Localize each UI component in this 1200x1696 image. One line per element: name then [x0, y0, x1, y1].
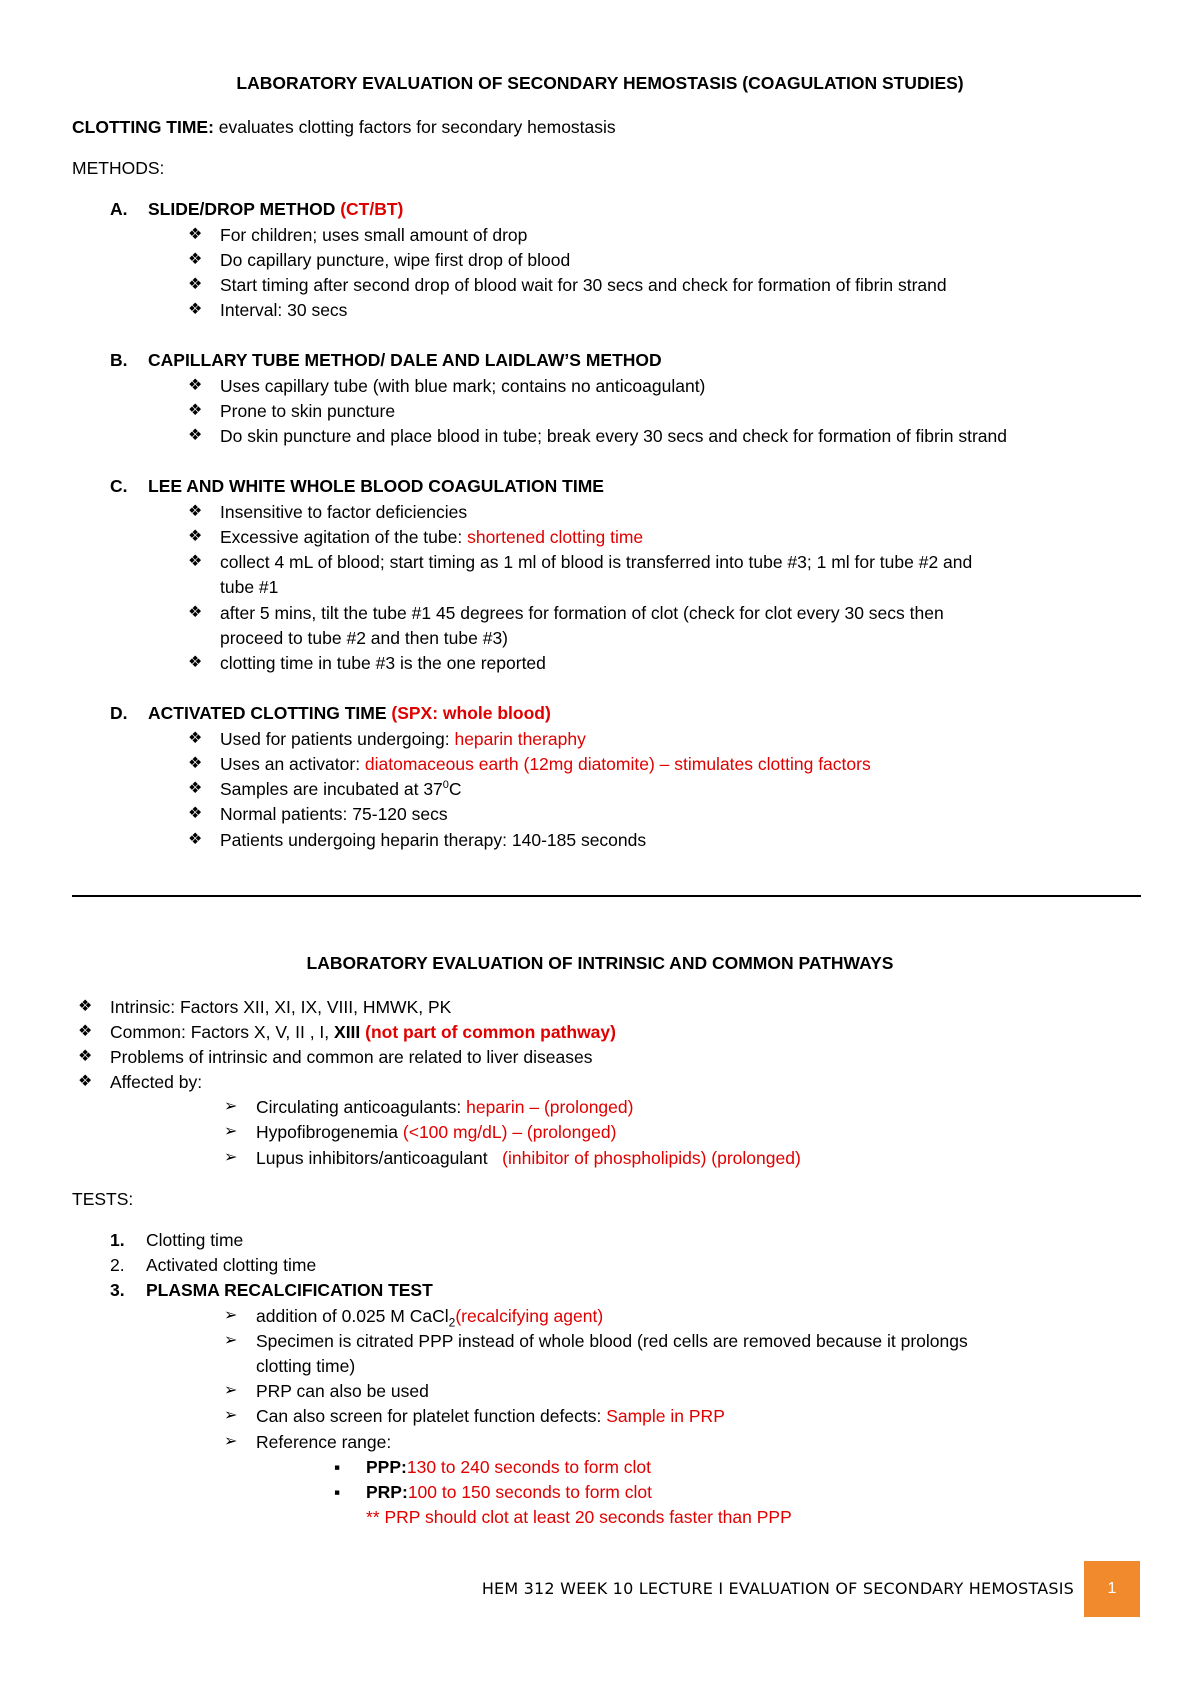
method-a-title-red: (CT/BT)	[335, 199, 404, 219]
affected-item: ➢ Lupus inhibitors/anticoagulant (inhibitor of phospholipids) (prolonged)	[224, 1148, 801, 1168]
range-note: ** PRP should clot at least 20 seconds faster than PPP	[366, 1507, 792, 1527]
diamond-bullet-icon: ❖	[188, 755, 203, 772]
method-d-item: ❖ Used for patients undergoing: heparin theraphy	[188, 729, 586, 749]
method-b-heading	[110, 349, 662, 373]
test-item: 3. PLASMA RECALCIFICATION TEST	[110, 1280, 433, 1300]
range-item: ▪ PPP:130 to 240 seconds to form clot	[366, 1456, 651, 1480]
diamond-bullet-icon: ❖	[188, 805, 203, 822]
arrow-bullet-icon: ➢	[224, 1307, 238, 1324]
diamond-bullet-icon: ❖	[188, 503, 203, 520]
diamond-bullet-icon: ❖	[188, 780, 203, 797]
diamond-bullet-icon: ❖	[188, 276, 203, 293]
method-b-title: CAPILLARY TUBE METHOD/ DALE AND LAIDLAW’S METHOD	[148, 350, 662, 370]
method-d-title-red: (SPX: whole blood)	[386, 703, 551, 723]
prt-item: ➢ Specimen is citrated PPP instead of whole blood (red cells are removed because it prolongs	[224, 1331, 968, 1351]
arrow-bullet-icon: ➢	[224, 1433, 238, 1450]
method-b-item: ❖ Do skin puncture and place blood in tube; break every 30 secs and check for formation of fibrin strand	[188, 426, 1007, 446]
prt-item: ➢ addition of 0.025 M CaCl$_2$(recalcifying agent)	[224, 1306, 604, 1330]
method-c-item: ❖ Insensitive to factor deficiencies	[188, 502, 468, 522]
method-d-heading	[110, 702, 551, 726]
method-c-marker: C.	[110, 476, 128, 496]
page-footer	[0, 1561, 1200, 1617]
method-c-item: ❖ collect 4 mL of blood; start timing as 1 ml of blood is transferred into tube #3; 1 ml for tube #2 and	[188, 552, 973, 572]
affected-item: ➢ Hypofibrogenemia (<100 mg/dL) – (prolonged)	[224, 1122, 617, 1142]
method-b-item: ❖ Prone to skin puncture	[188, 401, 396, 421]
clotting-time-text: evaluates clotting factors for secondary hemostasis	[213, 117, 616, 137]
method-a-item: ❖ Start timing after second drop of blood wait for 30 secs and check for formation of fibrin strand	[188, 275, 947, 295]
method-c-item: ❖ after 5 mins, tilt the tube #1 45 degrees for formation of clot (check for clot every 30 secs then	[188, 603, 944, 623]
diamond-bullet-icon: ❖	[78, 1048, 93, 1065]
page-number: 1	[1084, 1561, 1140, 1617]
section2-title: LABORATORY EVALUATION OF INTRINSIC AND COMMON PATHWAYS	[306, 953, 894, 973]
tests-label: TESTS:	[72, 1189, 134, 1209]
arrow-bullet-icon: ➢	[224, 1407, 238, 1424]
diamond-bullet-icon: ❖	[188, 226, 203, 243]
diamond-bullet-icon: ❖	[188, 301, 203, 318]
method-d-marker: D.	[110, 703, 128, 723]
range-item: ▪ PRP:100 to 150 seconds to form clot	[366, 1481, 652, 1505]
test-item: 1. Clotting time	[110, 1230, 244, 1250]
method-b-marker: B.	[110, 350, 128, 370]
method-a-title: SLIDE/DROP METHOD	[148, 199, 336, 219]
diamond-bullet-icon: ❖	[188, 553, 203, 570]
prt-item: ➢ Reference range:	[224, 1432, 392, 1452]
method-b-item: ❖ Uses capillary tube (with blue mark; contains no anticoagulant)	[188, 376, 706, 396]
diamond-bullet-icon: ❖	[188, 377, 203, 394]
prt-item: ➢ Can also screen for platelet function defects: Sample in PRP	[224, 1406, 725, 1426]
diamond-bullet-icon: ❖	[78, 1073, 93, 1090]
section-divider	[72, 895, 1141, 897]
square-bullet-icon: ▪	[334, 1457, 341, 1477]
arrow-bullet-icon: ➢	[224, 1382, 238, 1399]
method-a-item: ❖ Interval: 30 secs	[188, 300, 348, 320]
method-a-item: ❖ Do capillary puncture, wipe first drop of blood	[188, 250, 571, 270]
pathway-bullet: ❖ Problems of intrinsic and common are related to liver diseases	[78, 1047, 593, 1067]
method-d-item: ❖ Uses an activator: diatomaceous earth (12mg diatomite) – stimulates clotting factors	[188, 754, 871, 774]
method-d-item: ❖ Patients undergoing heparin therapy: 140-185 seconds	[188, 830, 647, 850]
method-c-title: LEE AND WHITE WHOLE BLOOD COAGULATION TIME	[148, 476, 604, 496]
pathway-bullet: ❖ Affected by:	[78, 1072, 203, 1092]
pathway-bullet: ❖ Common: Factors X, V, II , I, XIII (not part of common pathway)	[78, 1022, 616, 1042]
methods-label: METHODS:	[72, 158, 165, 178]
pathway-bullet: ❖ Intrinsic: Factors XII, XI, IX, VIII, HMWK, PK	[78, 997, 452, 1017]
method-a-marker: A.	[110, 199, 128, 219]
diamond-bullet-icon: ❖	[188, 654, 203, 671]
arrow-bullet-icon: ➢	[224, 1098, 238, 1115]
method-d-title: ACTIVATED CLOTTING TIME	[148, 703, 387, 723]
prt-item-continued: clotting time)	[256, 1356, 356, 1376]
method-d-item: ❖ Samples are incubated at $37^0C$	[188, 779, 462, 799]
diamond-bullet-icon: ❖	[188, 402, 203, 419]
method-c-item-continued: proceed to tube #2 and then tube #3)	[220, 628, 509, 648]
method-c-item: ❖ clotting time in tube #3 is the one reported	[188, 653, 546, 673]
arrow-bullet-icon: ➢	[224, 1123, 238, 1140]
method-c-item: ❖ Excessive agitation of the tube: shortened clotting time	[188, 527, 644, 547]
prt-item: ➢ PRP can also be used	[224, 1381, 429, 1401]
clotting-time-definition	[72, 116, 616, 140]
test-item: 2. Activated clotting time	[110, 1255, 317, 1275]
clotting-time-label: CLOTTING TIME:	[72, 117, 214, 137]
diamond-bullet-icon: ❖	[188, 528, 203, 545]
diamond-bullet-icon: ❖	[188, 831, 203, 848]
diamond-bullet-icon: ❖	[78, 998, 93, 1015]
square-bullet-icon: ▪	[334, 1482, 341, 1502]
section1-title: LABORATORY EVALUATION OF SECONDARY HEMOSTASIS (COAGULATION STUDIES)	[236, 73, 964, 93]
method-d-item: ❖ Normal patients: 75-120 secs	[188, 804, 448, 824]
footer-text: HEM 312 WEEK 10 LECTURE I EVALUATION OF SECONDARY HEMOSTASIS	[481, 1579, 1074, 1598]
diamond-bullet-icon: ❖	[188, 604, 203, 621]
diamond-bullet-icon: ❖	[78, 1023, 93, 1040]
method-a-heading	[110, 198, 403, 222]
method-a-item: ❖ For children; uses small amount of drop	[188, 225, 528, 245]
diamond-bullet-icon: ❖	[188, 730, 203, 747]
arrow-bullet-icon: ➢	[224, 1149, 238, 1166]
method-c-heading	[110, 475, 604, 499]
diamond-bullet-icon: ❖	[188, 251, 203, 268]
affected-item: ➢ Circulating anticoagulants: heparin – (prolonged)	[224, 1097, 634, 1117]
diamond-bullet-icon: ❖	[188, 427, 203, 444]
arrow-bullet-icon: ➢	[224, 1332, 238, 1349]
method-c-item-continued: tube #1	[220, 577, 279, 597]
